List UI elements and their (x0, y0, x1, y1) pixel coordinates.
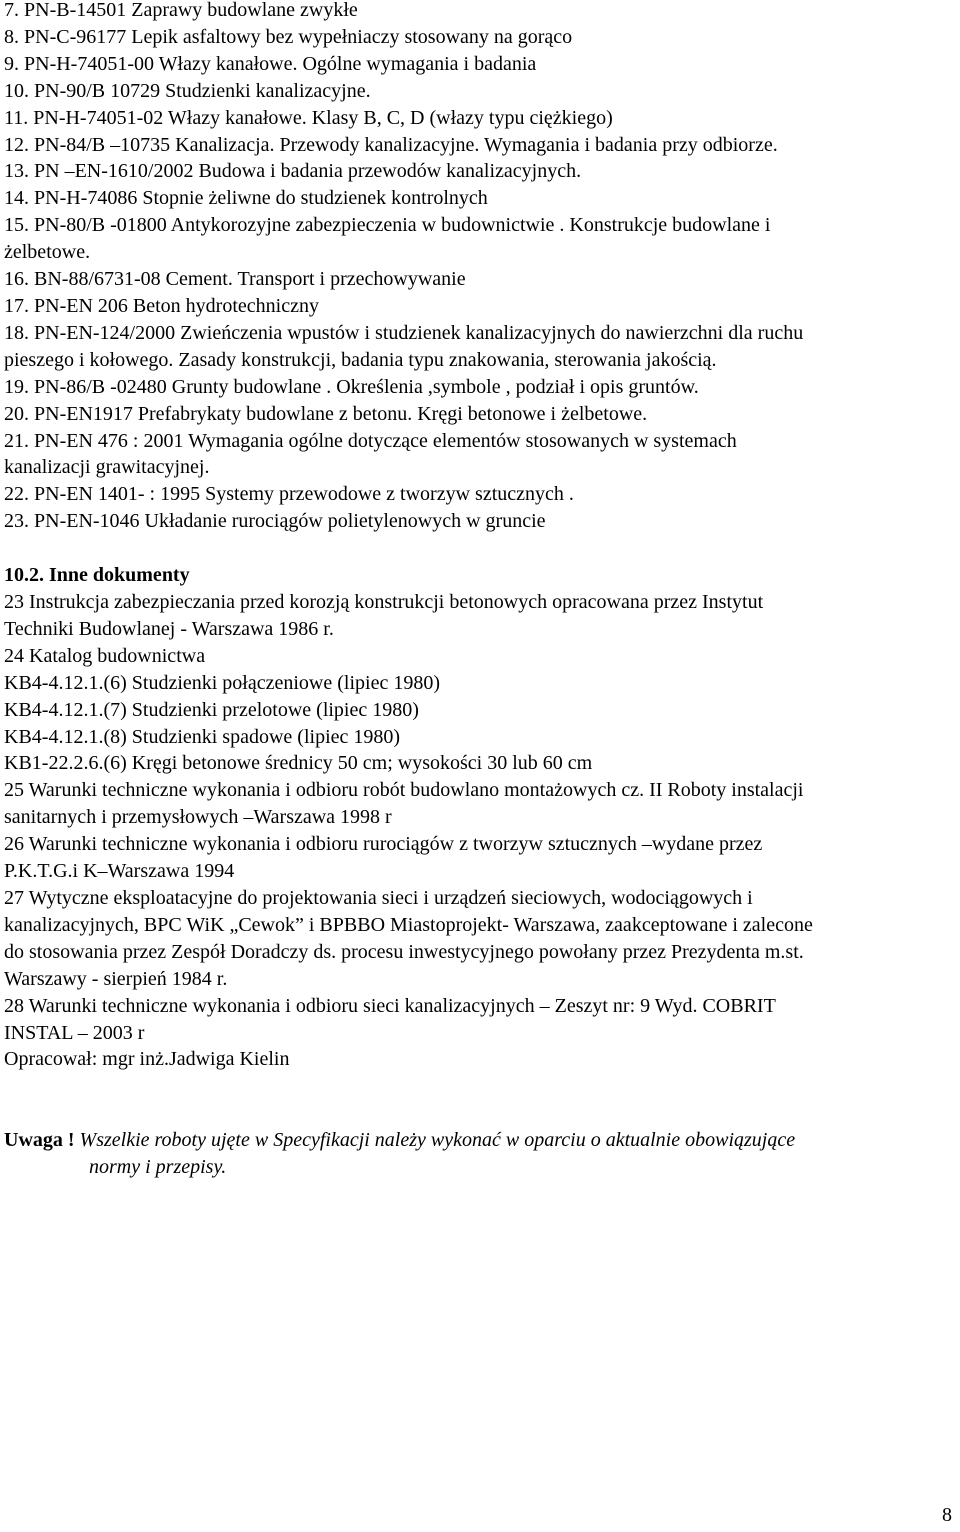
document-line: do stosowania przez Zespół Doradczy ds. procesu inwestycyjnego powołany przez Prezydenta m.st. (4, 940, 804, 963)
document-line: 26 Warunki techniczne wykonania i odbioru rurociągów z tworzyw sztucznych –wydane przez (4, 833, 763, 856)
document-line: KB4-4.12.1.(8) Studzienki spadowe (lipiec 1980) (4, 725, 401, 748)
other-documents-list (4, 589, 956, 1073)
author-line: Opracował: mgr inż.Jadwiga Kielin (4, 1048, 290, 1071)
spacer (4, 1073, 956, 1127)
document-line: P.K.T.G.i K–Warszawa 1994 (4, 860, 235, 883)
document-page (4, 0, 956, 1181)
document-line: Techniki Budowlanej - Warszawa 1986 r. (4, 617, 334, 640)
document-line: KB1-22.2.6.(6) Kręgi betonowe średnicy 50 cm; wysokości 30 lub 60 cm (4, 752, 593, 775)
document-line: Warszawy - sierpień 1984 r. (4, 967, 228, 990)
standards-line: pieszego i kołowego. Zasady konstrukcji, badania typu znakowania, sterowania jakością. (4, 348, 717, 371)
standards-line: 14. PN-H-74086 Stopnie żeliwne do studzienek kontrolnych (4, 187, 488, 210)
document-line: KB4-4.12.1.(7) Studzienki przelotowe (lipiec 1980) (4, 698, 419, 721)
standards-line: 7. PN-B-14501 Zaprawy budowlane zwykłe (4, 0, 358, 21)
standards-line: 20. PN-EN1917 Prefabrykaty budowlane z betonu. Kręgi betonowe i żelbetowe. (4, 402, 648, 425)
standards-line: 23. PN-EN-1046 Układanie rurociągów polietylenowych w gruncie (4, 510, 546, 533)
document-line: 27 Wytyczne eksploatacyjne do projektowania sieci i urządzeń sieciowych, wodociągowych i (4, 887, 753, 909)
standards-line: 19. PN-86/B -02480 Grunty budowlane . Określenia ,symbole , podział i opis gruntów. (4, 375, 699, 398)
standards-line: kanalizacji grawitacyjnej. (4, 456, 210, 479)
document-line: 23 Instrukcja zabezpieczania przed korozją konstrukcji betonowych opracowana przez Instytut (4, 591, 764, 614)
standards-line: 15. PN-80/B -01800 Antykorozyjne zabezpieczenia w budownictwie . Konstrukcje budowlane i (4, 214, 771, 237)
page-number: 8 (942, 1504, 952, 1526)
document-line: INSTAL – 2003 r (4, 1021, 145, 1044)
document-line: kanalizacyjnych, BPC WiK „Cewok” i BPBBO Miastoprojekt- Warszawa, zaakceptowane i zalecone (4, 913, 813, 936)
standards-line: 12. PN-84/B –10735 Kanalizacja. Przewody kanalizacyjne. Wymagania i badania przy odbiorze. (4, 133, 778, 156)
note-block (4, 1127, 956, 1181)
standards-line: 9. PN-H-74051-00 Włazy kanałowe. Ogólne wymagania i badania (4, 52, 537, 75)
document-line: 24 Katalog budownictwa (4, 644, 206, 667)
note-label: Uwaga ! (4, 1129, 75, 1152)
standards-line: 16. BN-88/6731-08 Cement. Transport i przechowywanie (4, 268, 466, 291)
spacer (4, 535, 956, 562)
standards-line: 8. PN-C-96177 Lepik asfaltowy bez wypełniaczy stosowany na gorąco (4, 25, 573, 48)
standards-line: 18. PN-EN-124/2000 Zwieńczenia wpustów i studzienek kanalizacyjnych do nawierzchni dla ruchu (4, 321, 804, 344)
document-line: sanitarnych i przemysłowych –Warszawa 1998 r (4, 806, 392, 829)
document-line: 25 Warunki techniczne wykonania i odbioru robót budowlano montażowych cz. II Roboty instalacji (4, 779, 804, 802)
document-line: 28 Warunki techniczne wykonania i odbioru sieci kanalizacyjnych – Zeszyt nr: 9 Wyd. COBRIT (4, 994, 776, 1017)
standards-line: 11. PN-H-74051-02 Włazy kanałowe. Klasy B, C, D (włazy typu ciężkiego) (4, 106, 613, 129)
standards-line: 10. PN-90/B 10729 Studzienki kanalizacyjne. (4, 79, 371, 102)
standards-line: żelbetowe. (4, 241, 91, 264)
standards-line: 21. PN-EN 476 : 2001 Wymagania ogólne dotyczące elementów stosowanych w systemach (4, 429, 737, 452)
standards-line: 13. PN –EN-1610/2002 Budowa i badania przewodów kanalizacyjnych. (4, 160, 582, 183)
document-line: KB4-4.12.1.(6) Studzienki połączeniowe (lipiec 1980) (4, 671, 440, 694)
standards-line: 22. PN-EN 1401- : 1995 Systemy przewodowe z tworzyw sztucznych . (4, 483, 574, 506)
section-heading: 10.2. Inne dokumenty (4, 564, 190, 587)
note-text: Wszelkie roboty ujęte w Specyfikacji należy wykonać w oparciu o aktualnie obowiązujące (79, 1129, 796, 1152)
standards-line: 17. PN-EN 206 Beton hydrotechniczny (4, 294, 319, 317)
standards-list (4, 0, 956, 535)
note-text-continued: normy i przepisy. (89, 1156, 227, 1179)
